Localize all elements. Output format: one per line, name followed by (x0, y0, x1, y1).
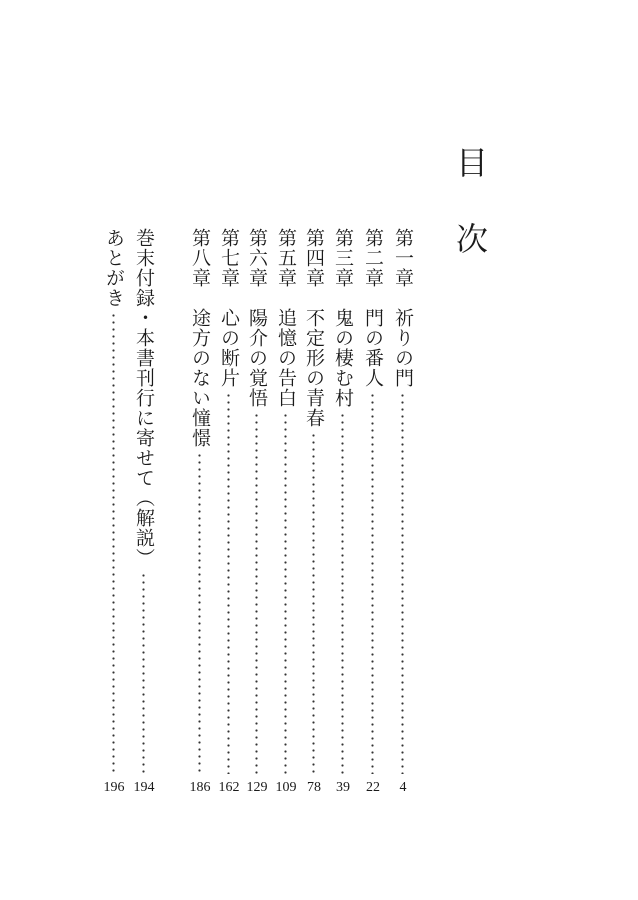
chapter-title: 第五章 追憶の告白 (275, 228, 297, 408)
toc-entry[interactable] (303, 228, 325, 796)
chapter-title: 第一章 祈りの門 (392, 228, 414, 388)
toc-entry[interactable] (246, 228, 268, 796)
chapter-title: あとがき (103, 228, 125, 308)
toc-entry[interactable] (133, 228, 155, 796)
toc-entry[interactable] (362, 228, 384, 796)
page-number: 196 (103, 780, 125, 795)
dot-leader (227, 392, 230, 774)
chapter-title: 第三章 鬼の棲む村 (332, 228, 354, 408)
page-number: 78 (307, 780, 321, 795)
chapter-title: 第六章 陽介の覚悟 (246, 228, 268, 408)
toc-title-char-1: 目 (456, 144, 489, 182)
dot-leader (312, 432, 315, 774)
toc-entry[interactable] (332, 228, 354, 796)
dot-leader (142, 572, 145, 774)
chapter-title: 巻末付録・本書刊行に寄せて（解説） (133, 228, 155, 568)
page-number: 194 (133, 780, 155, 795)
toc-entry[interactable] (275, 228, 297, 796)
toc-entry[interactable] (103, 228, 125, 796)
page-number: 4 (399, 780, 407, 795)
page-number: 162 (218, 780, 240, 795)
chapter-title: 第八章 途方のない憧憬 (189, 228, 211, 448)
toc-entry[interactable] (189, 228, 211, 796)
page-number: 39 (336, 780, 350, 795)
toc-entry[interactable] (218, 228, 240, 796)
dot-leader (198, 452, 201, 774)
toc-title-char-2: 次 (456, 220, 489, 258)
dot-leader (255, 412, 258, 774)
dot-leader (112, 312, 115, 774)
dot-leader (284, 412, 287, 774)
chapter-title: 第四章 不定形の青春 (303, 228, 325, 428)
toc-entry[interactable] (392, 228, 414, 796)
dot-leader (371, 392, 374, 774)
page-number: 129 (246, 780, 268, 795)
chapter-title: 第二章 門の番人 (362, 228, 384, 388)
dot-leader (401, 392, 404, 774)
page-number: 22 (366, 780, 380, 795)
dot-leader (341, 412, 344, 774)
page-number: 186 (189, 780, 211, 795)
page-number: 109 (275, 780, 297, 795)
chapter-title: 第七章 心の断片 (218, 228, 240, 388)
